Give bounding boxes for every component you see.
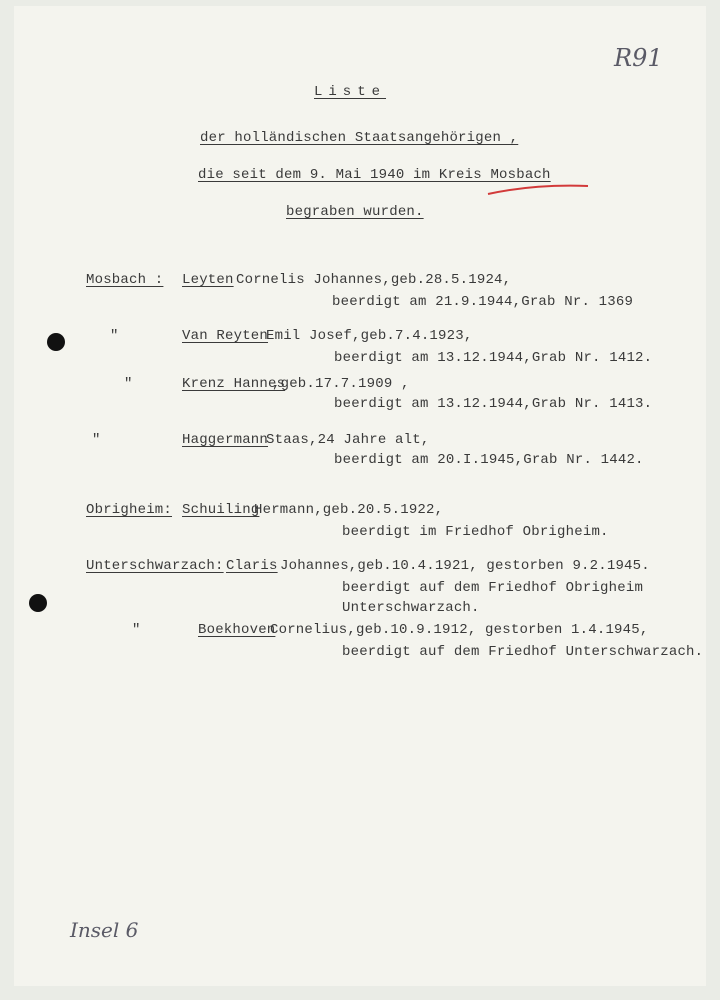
- entry-burial: beerdigt am 20.I.1945,Grab Nr. 1442.: [334, 452, 644, 468]
- subtitle-line-2: die seit dem 9. Mai 1940 im Kreis Mosbach: [198, 167, 551, 183]
- subtitle-line-1: der holländischen Staatsangehörigen ,: [200, 130, 519, 146]
- entry-burial: beerdigt im Friedhof Obrigheim.: [342, 524, 609, 540]
- punch-hole-top: [47, 333, 65, 351]
- entry-burial: beerdigt am 13.12.1944,Grab Nr. 1412.: [334, 350, 653, 366]
- document-page: [14, 6, 706, 986]
- ditto-mark: ": [110, 328, 119, 344]
- archive-mark: R91: [614, 44, 663, 72]
- entry-surname: Claris: [226, 558, 278, 574]
- entry-burial-cont: Unterschwarzach.: [342, 600, 480, 616]
- entry-burial: beerdigt am 13.12.1944,Grab Nr. 1413.: [334, 396, 653, 412]
- document-title: Liste: [314, 84, 387, 100]
- red-pencil-underline: [484, 178, 594, 198]
- entry-burial: beerdigt auf dem Friedhof Unterschwarzach.: [342, 644, 704, 660]
- ditto-mark: ": [92, 432, 101, 448]
- entry-surname: Leyten: [182, 272, 234, 288]
- entry-details: ,geb.17.7.1909 ,: [272, 376, 410, 392]
- entry-burial: beerdigt auf dem Friedhof Obrigheim: [342, 580, 644, 596]
- entry-details: Staas,24 Jahre alt,: [266, 432, 430, 448]
- ditto-mark: ": [124, 376, 133, 392]
- ditto-mark: ": [132, 622, 141, 638]
- entry-details: Hermann,geb.20.5.1922,: [254, 502, 444, 518]
- entry-surname: Schuiling: [182, 502, 260, 518]
- entry-surname: Haggermann: [182, 432, 269, 448]
- entry-place: Unterschwarzach:: [86, 558, 224, 574]
- entry-burial: beerdigt am 21.9.1944,Grab Nr. 1369: [332, 294, 634, 310]
- entry-surname: Van Reyten: [182, 328, 269, 344]
- entry-surname: Boekhoven: [198, 622, 276, 638]
- entry-details: Johannes,geb.10.4.1921, gestorben 9.2.1945.: [280, 558, 650, 574]
- entry-details: Cornelis Johannes,geb.28.5.1924,: [236, 272, 512, 288]
- entry-details: Emil Josef,geb.7.4.1923,: [266, 328, 473, 344]
- subtitle-line-3: begraben wurden.: [286, 204, 424, 220]
- punch-hole-bottom: [29, 594, 47, 612]
- entry-place: Mosbach :: [86, 272, 164, 288]
- footer-handwritten-note: Insel 6: [70, 918, 139, 942]
- entry-surname: Krenz Hannes: [182, 376, 286, 392]
- entry-details: Cornelius,geb.10.9.1912, gestorben 1.4.1945,: [270, 622, 649, 638]
- entry-place: Obrigheim:: [86, 502, 173, 518]
